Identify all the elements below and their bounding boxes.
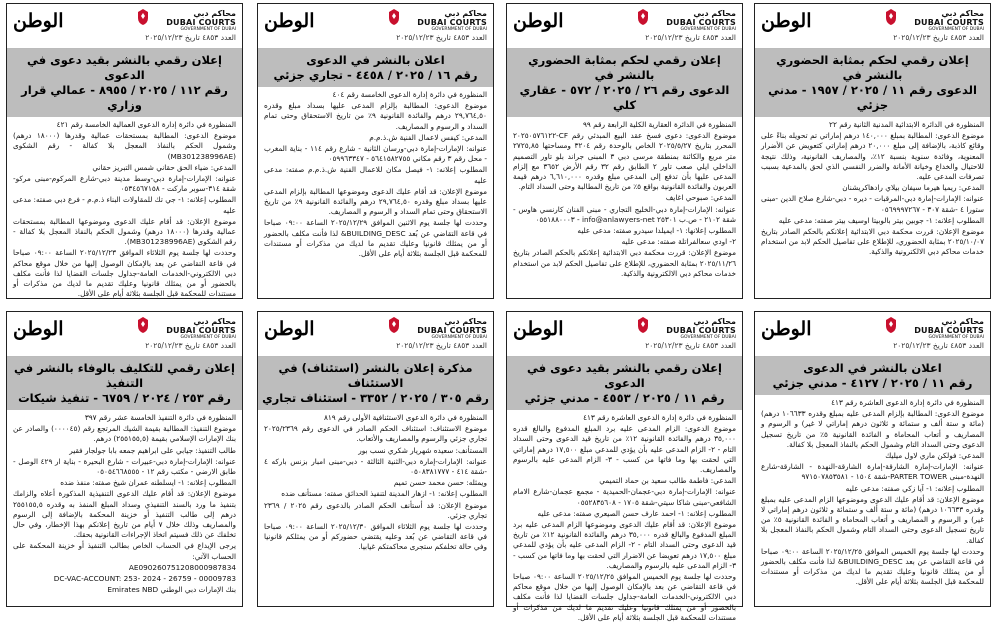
court-logo: محاكم دبي DUBAI COURTS GOVERNMENT OF DUBAI (666, 9, 736, 32)
court-logo: محاكم دبي DUBAI COURTS GOVERNMENT OF DUBAI (666, 317, 736, 340)
notice-title: إعلان رقمي بالنشر بقيد دعوى في الدعوى رقم ١١٢ / ٢٠٢٥ / ٨٩٥٥ - عمالي قرار وزاري (7, 49, 242, 117)
notice-card (257, 311, 494, 607)
notice-card (506, 3, 743, 299)
court-emblem-icon (136, 316, 150, 334)
court-logo: محاكم دبي DUBAI COURTS GOVERNMENT OF DUBAI (914, 317, 984, 340)
newspaper-name: الوطن (761, 318, 812, 340)
notice-card (6, 311, 243, 607)
court-logo: محاكم دبي DUBAI COURTS GOVERNMENT OF DUBAI (166, 9, 236, 32)
notice-header (507, 312, 742, 357)
court-emblem-icon (884, 8, 898, 26)
notice-header (7, 4, 242, 49)
notice-body: المنظورة في دائرة التنفيذ الخامسة عشر رقم ٣٩٧ موضوع التنفيذ: المطالبة بقيمة الشيك المرتجع رقم (٠٠٠٠٤٥) والصادر عن بنك الإمارات الإسلامي بقيمة (٢٥٥١٥٥,٥) درهم. طالب التنفيذ: جيابي على ابراهيم جمعه بابا جولجار فقير عنوانه: الإمارات-إمارة دبي-عبيرات - شارع البحيرة - بناية ار ٤٢٩ الوصل - طابق الارضي - مكتب رقم ١٢ - ٠٥٠٥٤٦٦٨٥٥٥ المطلوب إعلانه: ١- ايسلطنه عمران شيخ صفته: منفذ ضده موضوع الإعلان: قد أقام عليك الدعوى التنفيذية المذكورة أعلاه والزامك بتنفيذ ما ورد بالسند التنفيذي وسداد المبلغ المنفذ به وقدره ٢٥٥١٥٥,٥ درهم إلى طالب التنفيذ أو خزينة المحكمة بالإضافة إلى الرسوم والمصاريف وذلك خلال ٧ أيام من تاريخ إعلانكم بهذا الإخطار، وفي حال تخلفك عن ذلك فسيتم اتخاذ الإجراءات القانونية بحقك. يرجى الإيداع في الحساب الخاص بطالب التنفيذ أو خزينة المحكمة على الحساب الآتي: AE090260751208000987834 DC-VAC-ACCOUNT: 253- 2024 - 26759 - 00009783 بنك الإمارات دبي الوطني Emirates NBD (13, 413, 236, 595)
newspaper-name: الوطن (264, 318, 315, 340)
issue-date: العدد ٤٨٥٣ تاريخ ٢٠٢٥/١٢/٢٣ (893, 341, 984, 350)
court-logo: محاكم دبي DUBAI COURTS GOVERNMENT OF DUBAI (914, 9, 984, 32)
notice-header (7, 312, 242, 357)
issue-date: العدد ٤٨٥٣ تاريخ ٢٠٢٥/١٢/٢٣ (396, 33, 487, 42)
newspaper-name: الوطن (513, 318, 564, 340)
notice-body: المنظورة في دائرة إدارة الدعوى العاشرة رقم ٤١٣ موضوع الدعوى: المطالبة بإلزام المدعى عليه بمبلغ وقدره ١٠٦٦٣٣ درهم) (مائة و ستة ألف و ستمائة و ثلاثون درهم إماراتي لا غير) و الرسوم و المصاريف و أتعاب المحاماة و الفائدة القانونية ٥٪ من تاريخ تسجيل الدعوى وحتى السداد التام وشمول الحكم بالنفاذ المعجل بلا كفالة. المدعي: فولكن ماري لاول ميليك عنوانه: الإمارات-إمارة الشارقة-إمارة الشارقة-النهدة - الشارقة-شارع النهدة-مبنى PARTER TOWER-شقة ١٥٠٤ - ٩٧١٥٠٧٨٥٣٥٨١ المطلوب إعلانه: ١- آيا زكي صفته: مدعى عليه موضوع الإعلان: قد أقام عليك الدعوى وموضوعها الزام المدعى عليه بمبلغ وقدره ١٠٦٦٣٣ درهم) (مائة و ستة ألف و ستمائة و ثلاثون درهم إماراتي لا غير) و الرسوم و المصاريف و أتعاب المحاماة و الفائدة القانونية ٥٪ من تاريخ تسجيل الدعوى وحتى السداد التام وشمول الحكم بالنفاذ المعجل بلا كفالة. وحددت لها جلسة يوم الخميس الموافق ٢٠٢٥/١٢/٢٥ الساعة ٠٩:٠٠ صباحا في قاعة التقاضي عن بعد BUILDING_DESC& لذا فأنت مكلف بالحضور أو من يمثلك قانونيا وعليك تقديم ما لديك من مذكرات أو مستندات للمحكمة قبل الجلسة بثلاثة أيام على الأقل. (761, 398, 985, 587)
notice-title: إعلان رقمي لحكم بمثابة الحضوري بالنشر في الدعوى رقم ٢٦ / ٢٠٢٥ / ٥٧٢ - عقاري كلي (507, 49, 742, 117)
notice-title: إعلان رقمي بالنشر بقيد دعوى في الدعوى رقم ١١ / ٢٠٢٥ / ٤٥٥٣ - مدني جزئي (507, 357, 742, 410)
court-logo: محاكم دبي DUBAI COURTS GOVERNMENT OF DUBAI (417, 317, 487, 340)
issue-date: العدد ٤٨٥٣ تاريخ ٢٠٢٥/١٢/٢٣ (145, 33, 236, 42)
notice-header (755, 312, 990, 357)
newspaper-name: الوطن (13, 318, 64, 340)
notice-title: اعلان بالنشر في الدعوى رقم ١١ / ٢٠٢٥ / ٤١٢٧ - مدني جزئي (755, 357, 990, 395)
notice-body: المنظورة في دائرة إدارة الدعوى العمالية الخامسة رقم ٤٢١ موضوع الدعوى: المطالبة بمستحقات عمالية وقدرها (١٨٠٠٠ درهم) وشمول الحكم بالنفاذ المعجل بلا كفالة - رقم الشكوى (MB301238996AE) المدعي: ضياء الحق حقاني شمس التبريز حقاني عنوانه: الإمارات-إمارة دبي-وسط مدينة دبي-شارع المركوم-مبنى مركو-شقة ٣١٤-سوبر ماركت - ٠٥٣٤٥٦٧١٥٨ المطلوب إعلانه: ١- جي تك للمقاولات البناء ذ.م.م - فرع دبي صفته: مدعى عليه موضوع الإعلان: قد أقام عليك الدعوى وموضوعها المطالبة بمستحقات عمالية وقدرها (١٨٠٠٠ درهم) وشمول الحكم بالنفاذ المعجل بلا كفالة - رقم الشكوى (MB301238996AE). وحددت لها جلسة يوم الثلاثاء الموافق ٢٠٢٥/١٢/٢٣ الساعة ٠٩:٠٠ صباحا في قاعة التقاضي عن بعد بالإمكان الوصول إليها من خلال موقع محاكم دبي الالكتروني-الخدمات العامة-جداول جلسات القضايا لذا فأنت مكلف بالحضور أو من يمثلك قانونيا وعليك تقديم ما لديك من مذكرات أو مستندات للمحكمة قبل الجلسة بثلاثة أيام على الأقل. (13, 120, 236, 299)
notice-card (6, 3, 243, 299)
newspaper-name: الوطن (264, 10, 315, 32)
notice-body: المنظورة في الدائرة العقارية الكلية الرابعة رقم ٩٩ موضوع الدعوى: دعوى فسخ عقد البيع المبدئي رقم CF-٢٠٢٥٠٥٧٦١٢٢ المحرر بتاريخ ٢٠٢٥/٥/٢٧ الخاص بالوحدة رقم ٣٢٠٤ ومساحتها ٢٧٢٥,٨٥ متر مربع والكائنة بمنطقة مرسى دبي ٣ المبنى جراند بلو تاور التصميم الداخلي ايلي صعب تاور ٢ الطابق رقم ٣٢ رقم الأرض ٣٦٥٢ مع إلزام المدعى عليها بأن تدفع إلى المدعي مبلغ وقدره ٦,٦١٠,٠٠٠ درهم قيمة العربون والفائدة القانونية بواقع ٥٪ من تاريخ المطالبة وحتى السداد التام. المدعي: صبوحي اغايف عنوانه: الإمارات-إمارة دبي-الخليج التجاري - مبنى الفنان كارنسي هاوس - شقة ٢١٠٢ - ص.ب ٢٥٣٠١ info@anlawyers-net - ٠٥٥١٨٨٠٠٠٣ المطلوب إعلانها: ١- ايميلدا سيدرو صفته: مدعى عليه ٢- اودي سعالفراتلة صفته: مدعى عليه موضوع الإعلان: قررت محكمة دبي الابتدائية إعلانكم بالحكم الصادر بتاريخ ٢٠٢٥/١١/٢٦ بمثابة الحضوري، للإطلاع على تفاصيل الحكم لابد من استخدام خدمات محاكم دبي الالكترونية والذكية. (513, 120, 736, 278)
court-logo: محاكم دبي DUBAI COURTS GOVERNMENT OF DUBAI (166, 317, 236, 340)
notice-header (507, 4, 742, 49)
notice-body: المنظورة في الدائرة الابتدائية المدنية الثانية رقم ٢٢ موضوع الدعوى: المطالبة بمبلغ ١٤٠,٠٠٠ درهم إماراتي تم تحويله بناءً على وقائع كاذبة، بالإضافة إلى مبلغ ٢٠,٠٠٠ درهم إماراتي كتعويض عن الأضرار المعنوية، وفائدة سنوية بنسبة ١٢٪، والمصاريف القانونية، وذلك نتيجة للاحتيال والخداع وخيانة الأمانة والضرر النفسي الذي لحق بالمدعية بسبب تصرفات المدعى عليه. المدعي: ريميا هيرما سيفان بيلاي رادهاكريشنان عنوانه: الإمارات-إمارة دبي-المرقبات - ديره - دبي-شارع صلاح الدين -مبنى ستورا ٤ -شقة ٣٠٧ - ٠٥٦٩٩٩٧٢٦٧ المطلوب إعلانه: ١- جوبين بيتر بالوبيتا اوسيف بيتر صفته: مدعى عليه موضوع الإعلان: قررت محكمة دبي الابتدائية إعلانكم بالحكم الصادر بتاريخ ٢٠٢٥/١٠/٠٧ بمثابة الحضوري، للإطلاع على تفاصيل الحكم لابد من استخدام خدمات محاكم دبي الالكترونية والذكية. (761, 120, 984, 257)
court-logo: محاكم دبي DUBAI COURTS GOVERNMENT OF DUBAI (417, 9, 487, 32)
notice-title: اعلان بالنشر في الدعوى رقم ١٦ / ٢٠٢٥ / ٤٤٥٨ - تجاري جزئي (258, 49, 493, 87)
notice-body: المنظورة في دائرة إدارة الدعوى العاشرة رقم ٤١٣ موضوع الدعوى: الزام المدعى عليه برد المبلغ المدفوع والبالغ قدره ٣٥,٠٠٠ درهم والفائدة القانونية ١٢٪ من تاريخ قيد الدعوى وحتى السداد التام - ٢- الزام المدعى عليه بأن يؤدي للمدعي مبلغ ١٧,٥٠٠ درهم إماراتي التي لحقت بها وما فاتها من كسب - ٣- الزام المدعى عليه بالرسوم والمصاريف. المدعي: فاطمة طالب سعيد بن حماد التميمي عنوانه: الإمارات-إمارة دبي-عجمان-الحميدية - مجمع عجمان-شارع الامام الشافعي-مبنى شاكا سيتي-شقة ١٧٠٥ - ٠٥٥٢٨٣٥٦٠٨ المطلوب إعلانه: ١- احمد عارف حسن الصيعري صفته: مدعى عليه موضوع الإعلان: قد أقام عليك الدعوى وموضوعها الزام المدعى عليه برد المبلغ المدفوع والبالغ قدره ٣٥,٠٠٠ درهم والفائدة القانونية ١٢٪ من تاريخ قيد الدعوى وحتى السداد التام - ٢- الزام المدعى عليه بأن يؤدي للمدعي مبلغ ١٧,٥٠٠ درهم تعويضا عن الاضرار التي لحقت بها وما فاتها من كسب - ٣- الزام المدعى عليه بالرسوم والمصاريف. وحددت لها جلسة يوم الخميس الموافق ٢٠٢٥/١٢/٢٥ الساعة ٠٩:٠٠ صباحا في قاعة التقاضي عن بعد بالإمكان الوصول إليها من خلال موقع محاكم دبي الالكتروني-الخدمات العامة-جداول جلسات القضايا لذا فأنت مكلف بالحضور أو من يمثلك قانونيا وعليك تقديم ما لديك من مذكرات أو مستندات للمحكمة قبل الجلسة بثلاثة أيام على الأقل. (513, 413, 736, 622)
notice-card (257, 3, 494, 299)
notice-body: المنظورة في دائرة الدعوى الاستئنافية الأولى رقم ٨١٩ موضوع الاستئناف: استئناف الحكم الصادر في الدعوى رقم ٢٠٢٥/٢٣٦٩ تجاري جزئي والرسوم والمصاريف والأتعاب. المستأنف: سعيده شهريار شكري نسب بور عنوانه: الإمارات-إمارة دبي-الثنية الثالثة - دبي-مبنى امبار بزنس باركه ٤ -شقة ٤١٤ - ٠٥٠٨٣٨١٧٧٧ ويمثله: حسن محمد حسن تميم المطلوب إعلانه: ١- ازهار المدينة لتنفيذ الحدائق صفته: مستأنف ضده موضوع الإعلان: قد أستأنف الحكم الصادر بالدعوى رقم ٢٠٢٥ / ٢٣٦٩ تجاري جزئي. وحددت لها جلسة يوم الثلاثاء الموافق ٢٠٢٥/١٢/٣٠ الساعة ٠٩:٠٠ صباحا في قاعة التقاضي عن بُعد وعليه يقتضي حضوركم أو من يمثلكم قانونيا وفي حالة تخلفكم ستجرى محاكمتكم غيابيا. (264, 413, 487, 552)
notice-header (755, 4, 990, 49)
newspaper-name: الوطن (761, 10, 812, 32)
notice-title: إعلان رقمي للتكليف بالوفاء بالنشر في التنفيذ رقم ٢٥٣ / ٢٠٢٤ / ٦٧٥٩ - تنفيذ شيكات (7, 357, 242, 410)
court-emblem-icon (884, 316, 898, 334)
court-emblem-icon (136, 8, 150, 26)
issue-date: العدد ٤٨٥٣ تاريخ ٢٠٢٥/١٢/٢٣ (645, 33, 736, 42)
notice-header (258, 312, 493, 357)
issue-date: العدد ٤٨٥٣ تاريخ ٢٠٢٥/١٢/٢٣ (645, 341, 736, 350)
notice-title: إعلان رقمي لحكم بمثابة الحضوري بالنشر في الدعوى رقم ١١ / ٢٠٢٥ / ١٩٥٧ - مدني جزئي (755, 49, 990, 117)
notice-title: مذكرة إعلان بالنشر (استئناف) في الاستئناف رقم ٣٠٥ / ٢٠٢٥ / ٣٣٥٢ - استئناف تجاري (258, 357, 493, 410)
court-emblem-icon (636, 8, 650, 26)
newspaper-name: الوطن (513, 10, 564, 32)
notice-header (258, 4, 493, 49)
issue-date: العدد ٤٨٥٣ تاريخ ٢٠٢٥/١٢/٢٣ (893, 33, 984, 42)
notice-card (754, 3, 991, 299)
court-emblem-icon (387, 8, 401, 26)
newspaper-name: الوطن (13, 10, 64, 32)
court-emblem-icon (636, 316, 650, 334)
issue-date: العدد ٤٨٥٣ تاريخ ٢٠٢٥/١٢/٢٣ (145, 341, 236, 350)
court-emblem-icon (387, 316, 401, 334)
issue-date: العدد ٤٨٥٣ تاريخ ٢٠٢٥/١٢/٢٣ (396, 341, 487, 350)
notice-body: المنظورة في دائرة إدارة الدعوى الخامسة رقم ٤٠٤ موضوع الدعوى: المطالبة بإلزام المدعى عليها بسداد مبلغ وقدره ٢٩,٧٦٤,٥٠ درهم والفائدة القانونية ٩٪ من تاريخ الاستحقاق وحتى تمام السداد و الرسوم و المصاريف. المدعي: كيفس لاعمال الفنية ش.ذ.م.م عنوانه: الإمارات-إمارة دبي-ورسان الثانية - شارع رقم ١١٤ - بناية المغرب - محل رقم ٣ رقم مكاني ٥٦٤١٥٨٢٧٥٥ - ٠٥٩٩٦٣٣٤٧ المطلوب إعلانه: ١- فيصل مكان للاعمال الفنية ش.ذ.م.م صفته: مدعى عليه موضوع الإعلان: قد أقام عليك الدعوى وموضوعها المطالبة بإلزام المدعى عليها بسداد مبلغ وقدره ٢٩,٧٦٤,٥٠ درهم والفائدة القانونية ٩٪ من تاريخ الاستحقاق وحتى تمام السداد و الرسوم و المصاريف. وحددت لها جلسة يوم الاثنين الموافق ٢٠٢٥/١٢/٢٩ الساعة ٠٩:٠٠ صباحا في قاعة التقاضي عن بُعد BUILDING_DESC& لذا فأنت مكلف بالحضور أو من يمثلك قانونيا وعليك تقديم ما لديك من مذكرات أو مستندات للمحكمة قبل الجلسة بثلاثة أيام على الأقل. (264, 90, 487, 259)
notice-card (754, 311, 991, 607)
notice-card (506, 311, 743, 622)
